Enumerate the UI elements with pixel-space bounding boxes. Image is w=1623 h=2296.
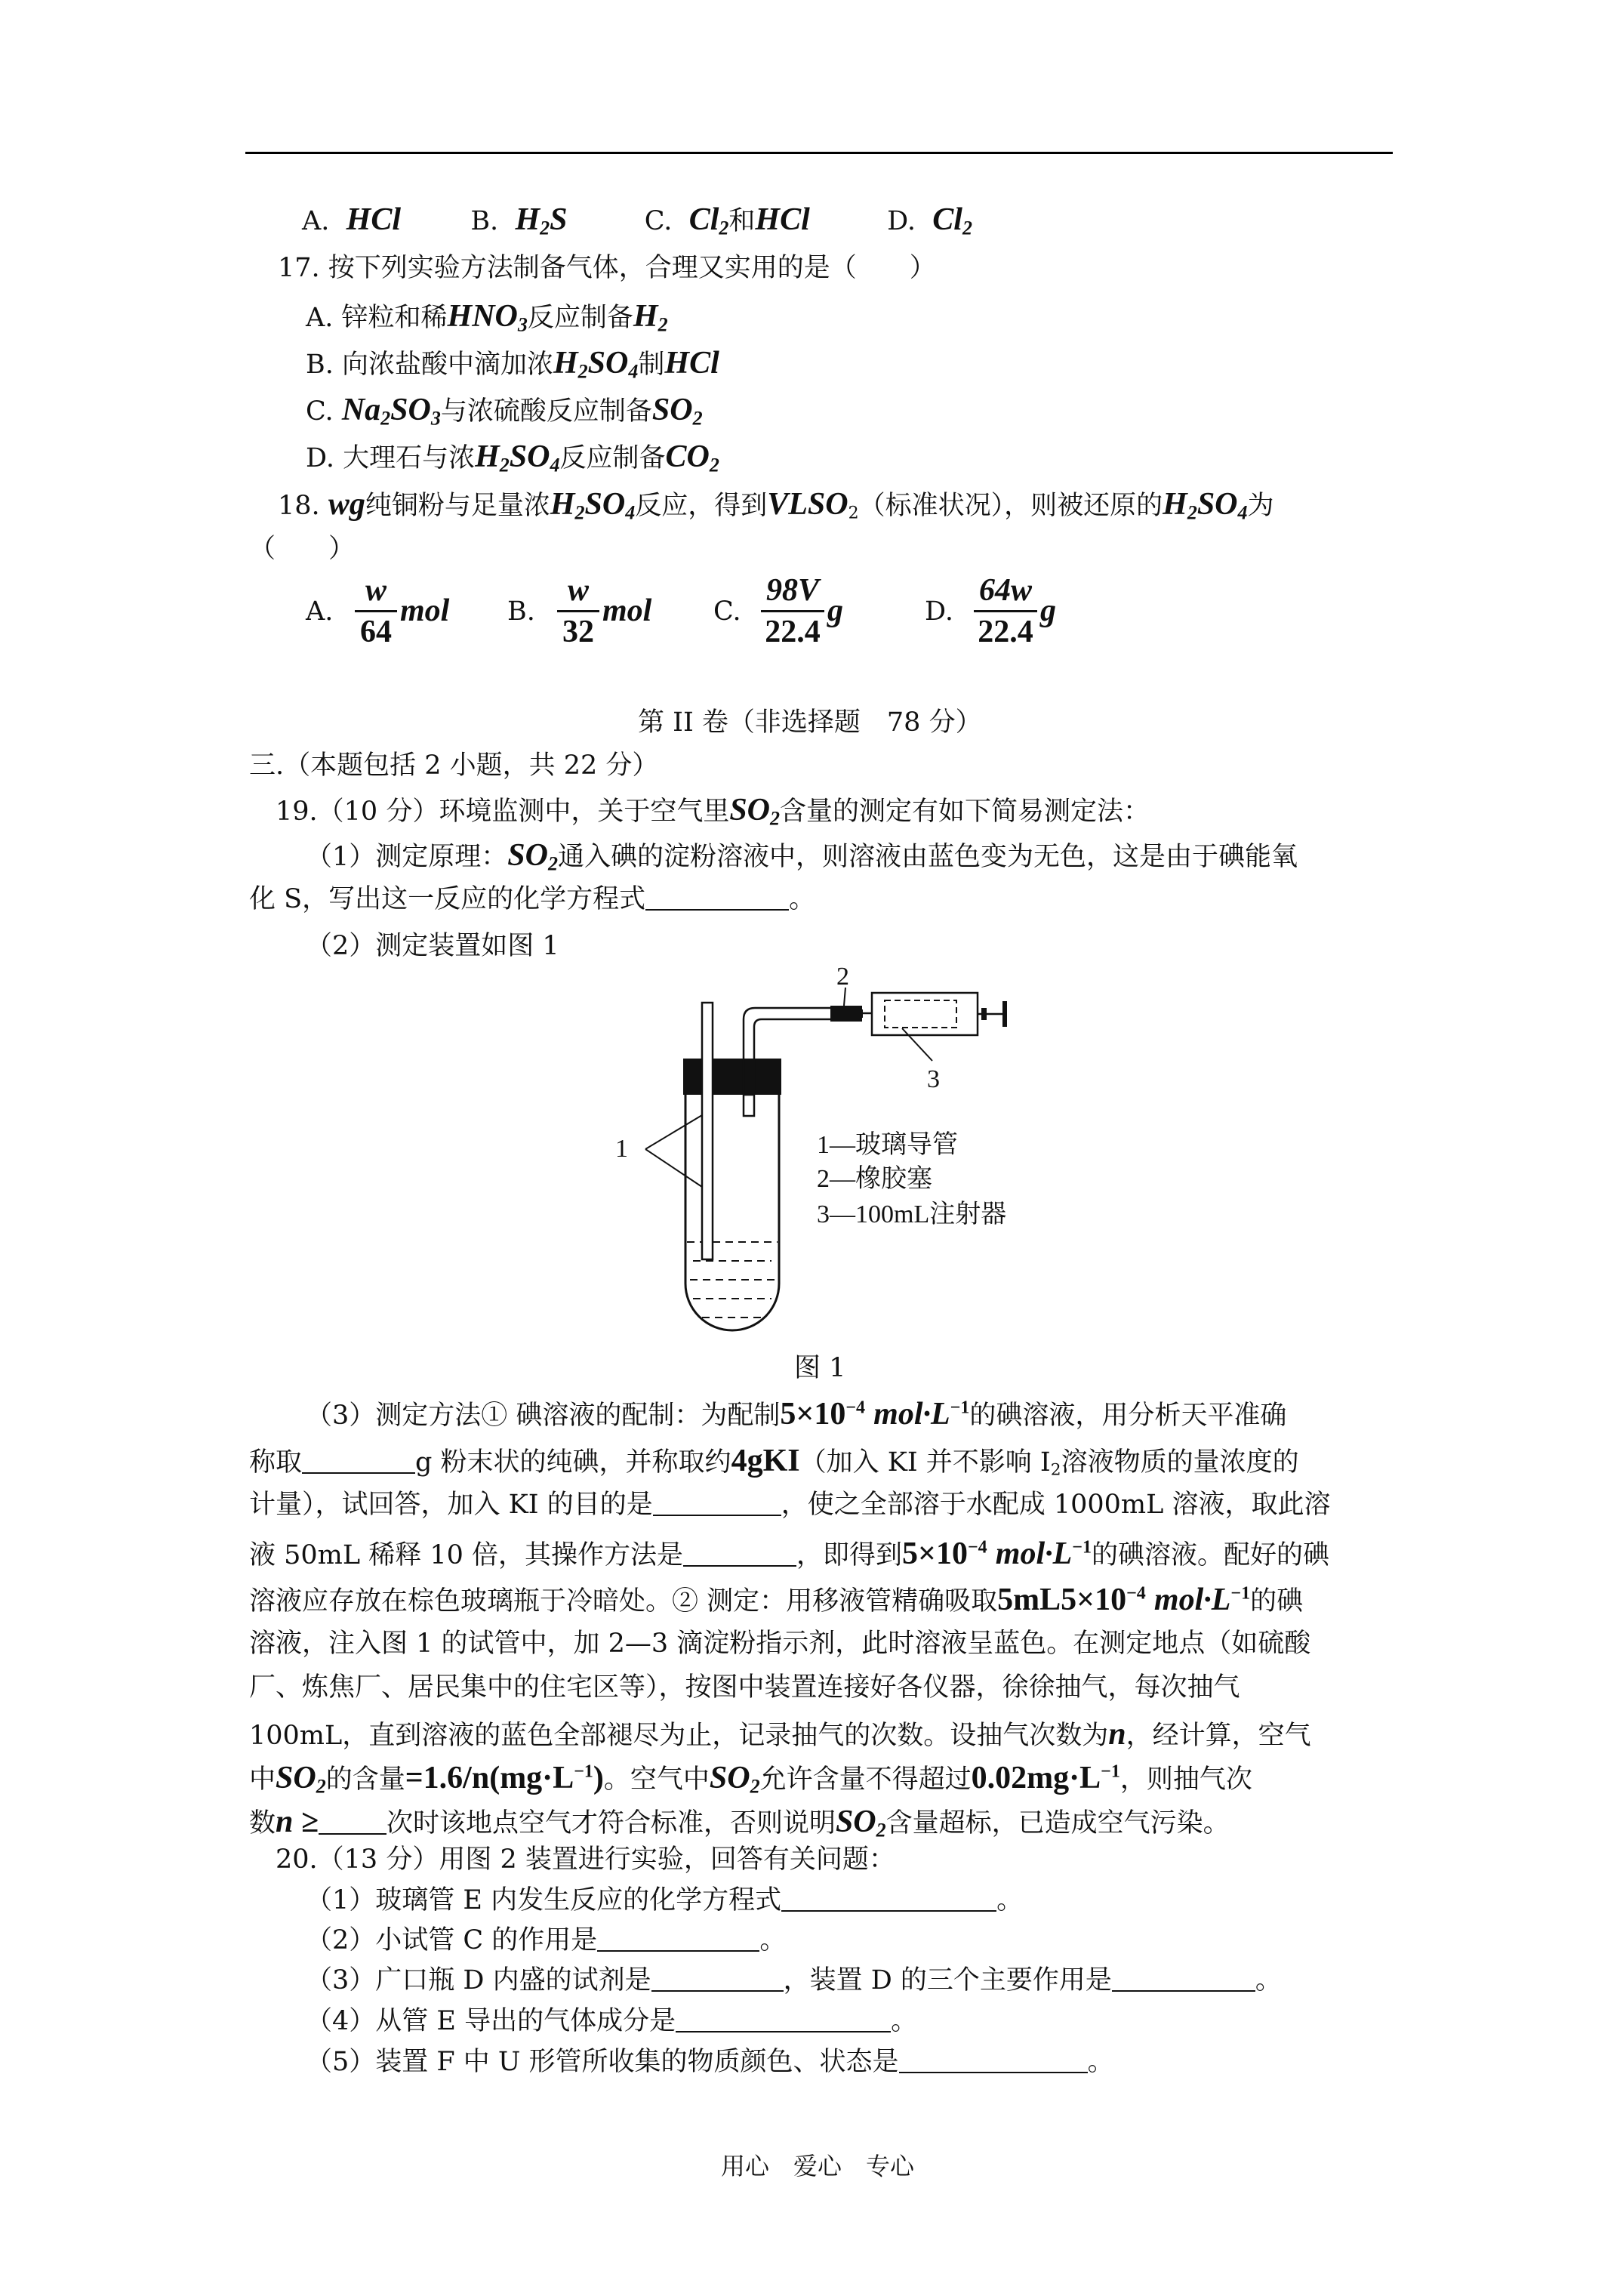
q19-stem: 19.（10 分）环境监测中，关于空气里$SO_2$含量的测定有如下简易测定法：	[276, 793, 1150, 830]
q16-option-c-and: 和	[728, 206, 756, 236]
q19-part1-line1: （1）测定原理：$SO_2$通入碘的淀粉溶液中，则溶液由蓝色变为无色，这是由于碘能氧	[306, 838, 1298, 875]
q17-option-d: D. 大理石与浓$H_2SO_4$反应制备$CO_2$	[306, 439, 719, 476]
q16-option-a-formula: HCl	[346, 202, 402, 237]
figure-legend-3: 3—100mL注射器	[817, 1200, 1007, 1228]
glass-tube-long	[702, 1003, 713, 1259]
q19-part3-line9: 中$SO_2$的含量=1.6/n(mg·L$^{-1}$)。空气中$SO_2$允许含量不得超过0.02mg·L$^{-1}$，则抽气次	[249, 1761, 1252, 1798]
q17-stem: 17. 按下列实验方法制备气体，合理又实用的是（ ）	[278, 253, 936, 283]
q16-option-d-formula: Cl	[932, 202, 962, 237]
q16-option-c-label: C.	[644, 206, 673, 236]
q20-part1-blank[interactable]	[781, 1888, 996, 1912]
q16-option-d-label: D.	[887, 206, 916, 236]
q18-option-b-label: B.	[507, 596, 535, 627]
section2-title: 第 II 卷（非选择题 78 分）	[638, 707, 982, 738]
figure-legend-1: 1—玻璃导管	[817, 1131, 958, 1159]
q18-option-c-fraction: 98V 22.4	[761, 572, 824, 650]
page-footer: 用心 爱心 专心	[721, 2152, 915, 2180]
part3-heading: 三.（本题包括 2 小题，共 22 分）	[249, 750, 659, 781]
q16-option-c-formula1: Cl	[688, 202, 719, 237]
q16-option-b-tail: S	[550, 202, 568, 237]
q20-part5-blank[interactable]	[899, 2049, 1088, 2073]
q19-part3-line4: 液 50mL 稀释 10 倍，其操作方法是 ，即得到5×10$^{-4}$ mol·L$^{-1}$的碘溶液。配好的碘	[249, 1536, 1329, 1571]
q17-option-b: B. 向浓盐酸中滴加浓$H_2SO_4$制HCl	[306, 346, 719, 383]
figure-label-2: 2	[836, 963, 849, 991]
q16-option-b-formula: H	[515, 202, 540, 237]
q19-part3-line5: 溶液应存放在棕色玻璃瓶于冷暗处。② 测定：用移液管精确吸取5mL5×10$^{-4}$ mol·L$^{-1}$的碘	[249, 1583, 1304, 1617]
rubber-connector	[830, 1006, 862, 1022]
q18-option-d-label: D.	[925, 596, 953, 627]
q18-option-c-label: C.	[713, 596, 741, 627]
q20-stem: 20.（13 分）用图 2 装置进行实验，回答有关问题：	[276, 1845, 895, 1875]
test-tube	[685, 1095, 779, 1330]
q19-part3-line6: 溶液，注入图 1 的试管中，加 2—3 滴淀粉指示剂，此时溶液呈蓝色。在测定地点（如硫酸	[249, 1629, 1311, 1659]
q20-part4-blank[interactable]	[676, 2008, 891, 2032]
rubber-stopper	[683, 1059, 781, 1095]
q20-part2: （2）小试管 C 的作用是 。	[306, 1925, 787, 1955]
q19-part3-line8: 100mL，直到溶液的蓝色全部褪尽为止，记录抽气的次数。设抽气次数为n，经计算，空气	[249, 1717, 1311, 1752]
q19-part3-line7: 厂、炼焦厂、居民集中的住宅区等），按图中装置连接好各仪器，徐徐抽气，每次抽气	[249, 1672, 1240, 1703]
q20-part1: （1）玻璃管 E 内发生反应的化学方程式 。	[306, 1885, 1024, 1915]
q18-option-c-unit: g	[827, 593, 843, 628]
q20-part3-blank-b[interactable]	[1112, 1968, 1255, 1992]
q19-part1-blank[interactable]	[645, 886, 789, 911]
figure-1-caption: 图 1	[794, 1353, 846, 1383]
q18-option-b-unit: mol	[602, 593, 652, 628]
q19-part3-line2: 称取 g 粉末状的纯碘，并称取约4gKI（加入 KI 并不影响 $I_2$溶液物质的量浓度的	[249, 1444, 1299, 1480]
q18-option-d-unit: g	[1040, 593, 1056, 628]
q19-count-blank[interactable]	[319, 1811, 387, 1835]
q16-option-c-formula2: HCl	[755, 202, 810, 237]
q18-option-a-label: A.	[306, 596, 334, 627]
q16-option-d-sub: 2	[962, 217, 972, 239]
q16-option-a-label: A.	[302, 206, 330, 236]
figure-legend-2: 2—橡胶塞	[817, 1165, 932, 1193]
q19-part1-line2: 化 S，写出这一反应的化学方程式 。	[249, 884, 816, 914]
q19-part3-line1: （3）测定方法① 碘溶液的配制：为配制5×10$^{-4}$ mol·L$^{-1}$的碘溶液，用分析天平准确	[306, 1397, 1287, 1432]
q19-part3-line10: 数n ≥ 次时该地点空气才符合标准，否则说明$SO_2$含量超标，已造成空气污染。	[249, 1804, 1230, 1841]
q16-option-b-sub: 2	[540, 217, 550, 239]
q20-part3: （3）广口瓶 D 内盛的试剂是 ，装置 D 的三个主要作用是 。	[306, 1965, 1282, 1996]
q18-option-b-fraction: w 32	[557, 572, 599, 650]
q17-option-c: C. $Na_2SO_3$与浓硫酸反应制备$SO_2$	[306, 393, 703, 430]
q19-dilution-method-blank[interactable]	[683, 1542, 796, 1567]
q18-option-a-fraction: w 64	[355, 572, 397, 650]
header-rule	[245, 152, 1393, 154]
q19-iodine-mass-blank[interactable]	[302, 1450, 415, 1474]
q18-paren: （ ）	[249, 534, 356, 564]
q19-part2: （2）测定装置如图 1	[306, 931, 559, 961]
q20-part2-blank[interactable]	[597, 1928, 759, 1952]
q16-options	[302, 202, 972, 239]
q19-part3-line3: 计量），试回答，加入 KI 的目的是 ，使之全部溶于水配成 1000mL 溶液，取此溶	[249, 1490, 1331, 1520]
q16-option-b-label: B.	[470, 206, 499, 236]
figure-label-3: 3	[927, 1065, 940, 1093]
syringe-barrel	[872, 993, 978, 1035]
q18-option-d-fraction: 64w 22.4	[974, 572, 1037, 650]
q18-stem: 18. wg纯铜粉与足量浓$H_2SO_4$反应，得到$VLSO_2$（标准状况），则被还原的$H_2SO_4$为	[278, 487, 1274, 524]
q19-ki-purpose-blank[interactable]	[653, 1492, 781, 1516]
q20-part3-blank-a[interactable]	[651, 1968, 784, 1992]
syringe-plunger-end	[981, 1008, 987, 1020]
q17-option-a: A. 锌粒和稀$HNO_3$反应制备$H_2$	[306, 299, 668, 336]
q20-part4: （4）从管 E 导出的气体成分是 。	[306, 2006, 918, 2036]
figure-label-1: 1	[615, 1135, 628, 1163]
q20-part5: （5）装置 F 中 U 形管所收集的物质颜色、状态是 。	[306, 2047, 1114, 2077]
q18-option-a-unit: mol	[400, 593, 450, 628]
q16-option-c-sub: 2	[719, 217, 729, 239]
